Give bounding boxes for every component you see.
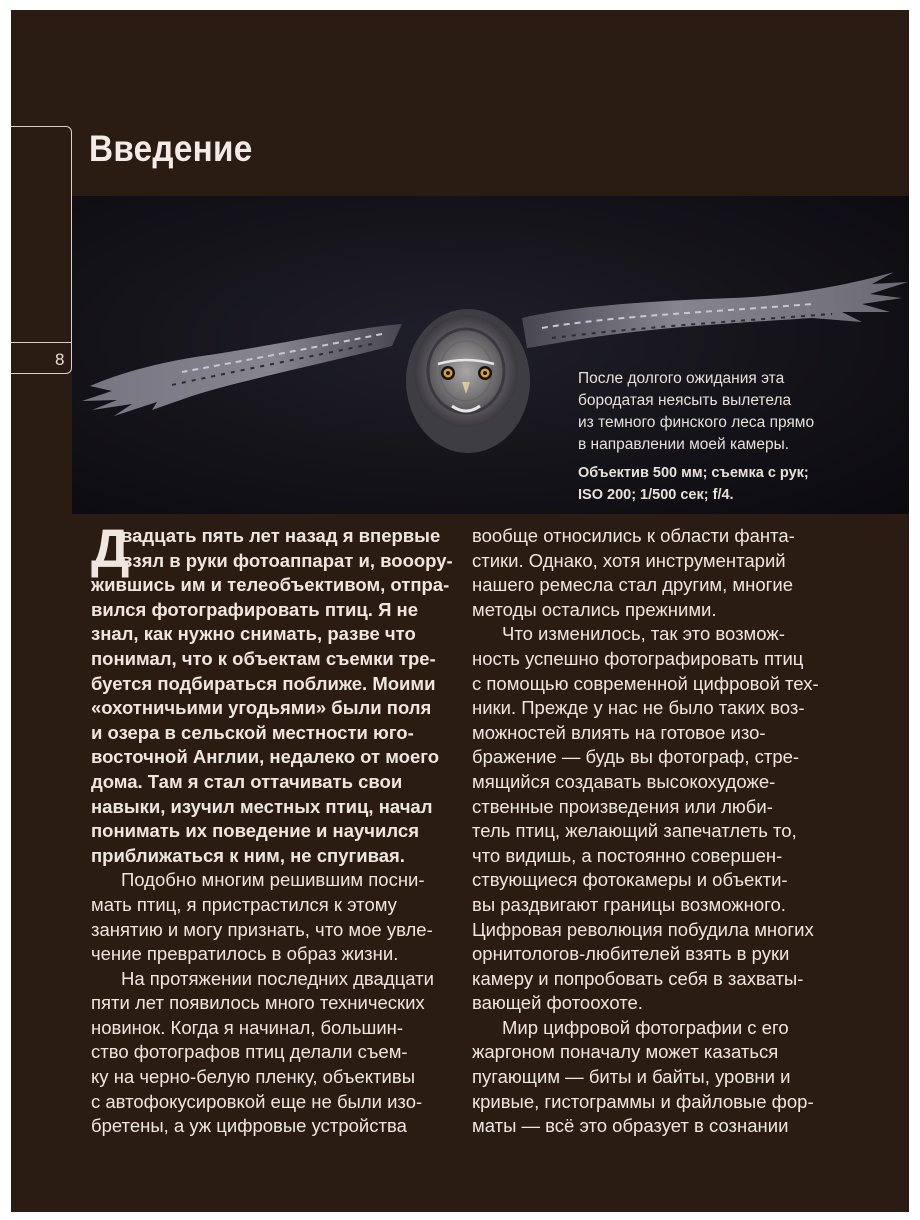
text-line: орнитологов-любителей взять в руки: [472, 943, 790, 965]
text-line: чение превратилось в образ жизни.: [91, 943, 399, 965]
text-line: приближаться к ним, не спугивая.: [91, 844, 405, 866]
text-line-content: вадцать пять лет назад я впервые: [121, 525, 441, 546]
text-line: с автофокусировкой еще не были изо-: [91, 1090, 423, 1112]
text-line: взял в руки фотоаппарат и, вооору-: [121, 549, 453, 571]
text-line: восточной Англии, недалеко от моего: [91, 746, 439, 768]
text-line: пугающим — биты и байты, уровни и: [472, 1066, 791, 1088]
text-line: буется подбираться поближе. Моими: [91, 672, 436, 694]
text-line: На протяжении последних двадцати: [121, 967, 434, 989]
caption-tech-details: [578, 462, 898, 506]
text-line: вообще относились к области фанта-: [472, 525, 795, 546]
caption-line: из темного финского леса прямо: [578, 414, 815, 431]
text-line: вы раздвигают границы возможного.: [472, 893, 786, 915]
text-line: стики. Однако, хотя инструментарий: [472, 549, 786, 571]
text-line: жаргоном поначалу может казаться: [472, 1041, 779, 1063]
paragraph: [472, 622, 837, 1016]
text-line: кривые, гистограммы и файловые фор-: [472, 1090, 814, 1112]
text-line: бретены, а уж цифровые устройства: [91, 1115, 407, 1137]
paragraph: [472, 524, 837, 622]
text-line: вающей фотоохоте.: [472, 992, 643, 1014]
text-line: занятию и могу признать, что мое увле-: [91, 918, 433, 940]
text-line: и озера в сельской местности юго-: [91, 721, 414, 743]
text-line: Подобно многим решившим поcни-: [121, 869, 425, 891]
text-line: понимал, что к объектам съемки тре-: [91, 647, 436, 669]
caption-line: бородатая неясыть вылетела: [578, 392, 792, 409]
page-number: 8: [55, 350, 65, 369]
text-line: дома. Там я стал оттачивать свои: [91, 770, 403, 792]
text-line: понимать их поведение и научился: [91, 820, 419, 842]
left-column: [91, 519, 453, 1139]
text-line: тель птиц, желающий запечатлеть то,: [472, 820, 797, 842]
text-line: методы остались прежними.: [472, 598, 717, 620]
text-line: Мир цифровой фотографии с его: [502, 1016, 789, 1038]
text-line: нашего ремесла стал другим, многие: [472, 574, 794, 596]
text-line: ствующиеся фотокамеры и объекти-: [472, 869, 788, 891]
right-column: [472, 524, 837, 1139]
text-line: камеру и попробовать себя в захваты-: [472, 967, 804, 989]
text-line: что видишь, а постоянно совершен-: [472, 844, 783, 866]
caption-text: [578, 368, 898, 456]
text-line: Цифровая революция побудила многих: [472, 918, 814, 940]
drop-cap: Д: [91, 519, 130, 579]
text-line: ство фотографов птиц делали съем-: [91, 1041, 408, 1063]
text-line: мать птиц, я пристрастился к этому: [91, 893, 397, 915]
caption-tech-line: Объектив 500 мм; съемка с рук;: [578, 465, 809, 481]
caption-line: в направлении моей камеры.: [578, 436, 790, 453]
lead-paragraph: [91, 519, 453, 868]
text-line: бражение — будь вы фотограф, стре-: [472, 746, 800, 768]
text-line: жившись им и телеобъективом, отпра-: [91, 574, 450, 596]
caption-tech-line: ISO 200; 1/500 сек; f/4.: [578, 487, 734, 503]
text-line: мящийся создавать высокохудоже-: [472, 770, 776, 792]
paragraph: [472, 1016, 837, 1139]
text-line: вился фотографировать птиц. Я не: [91, 598, 418, 620]
photo-caption: [578, 368, 898, 506]
text-line: новинок. Когда я начинал, большин-: [91, 1016, 404, 1038]
text-line: навыки, изучил местных птиц, начал: [91, 795, 433, 817]
book-page: [11, 10, 909, 1212]
page-tab-divider: [11, 342, 72, 343]
text-line: ственные произведения или люби-: [472, 795, 773, 817]
text-line: с помощью современной цифровой тех-: [472, 672, 819, 694]
text-line: Что изменилось, так это возмож-: [502, 623, 785, 645]
chapter-title: Введение: [89, 128, 253, 169]
paragraph: [91, 868, 441, 966]
text-line: «охотничьими угодьями» были поля: [91, 697, 432, 719]
paragraph: [91, 967, 441, 1139]
page-tab: [11, 126, 72, 374]
text-line: знал, как нужно снимать, разве что: [91, 623, 416, 645]
text-line: ники. Прежде у нас не было таких воз-: [472, 697, 805, 719]
text-line: можностей влиять на готовое изо-: [472, 721, 766, 743]
text-line: маты — всё это образует в сознании: [472, 1115, 789, 1137]
text-line: пяти лет появилось много технических: [91, 992, 425, 1014]
text-line: ность успешно фотографировать птиц: [472, 647, 804, 669]
caption-line: После долгого ожидания эта: [578, 370, 785, 387]
text-line: ку на черно-белую пленку, объективы: [91, 1066, 415, 1088]
